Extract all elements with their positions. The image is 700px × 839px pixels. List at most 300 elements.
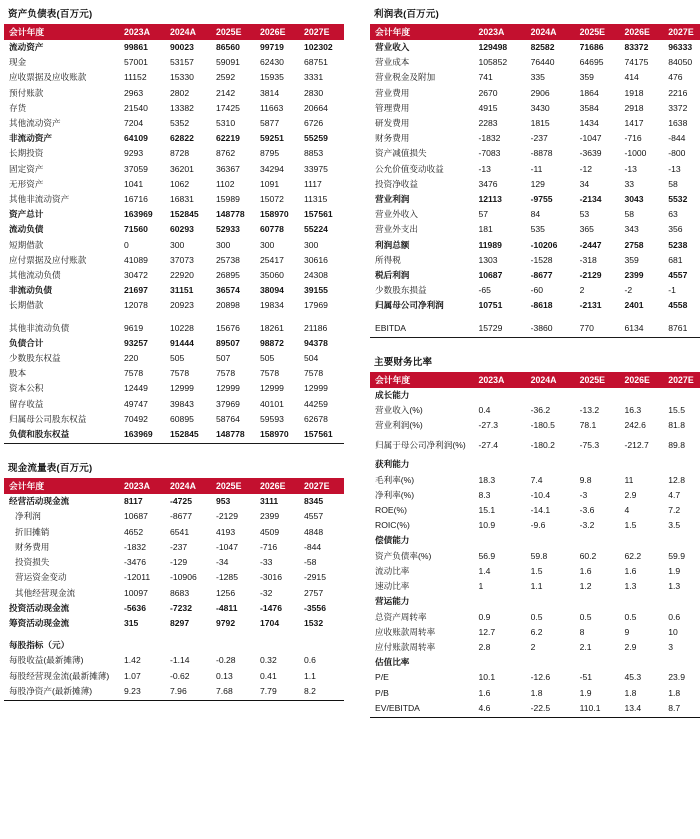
row-value: -7083: [478, 148, 501, 159]
table-row: [4, 222, 344, 237]
row-value: 2.9: [624, 641, 637, 652]
row-label: 流动资产: [9, 42, 44, 52]
row-label: 资产减值损失: [375, 148, 427, 159]
row-value: 15072: [260, 194, 284, 205]
row-value: 152845: [170, 429, 199, 440]
row-value: -1047: [579, 133, 602, 144]
row-value: 1303: [478, 254, 498, 265]
ratios-body: [370, 388, 700, 716]
row-label: 存货: [9, 102, 27, 113]
row-value: -3556: [304, 602, 326, 613]
row-label: ROIC(%): [375, 520, 410, 531]
table-row: [370, 146, 700, 161]
row-value: 0.6: [668, 611, 681, 622]
row-value: 84050: [668, 57, 693, 68]
row-value: -27.4: [478, 439, 499, 450]
row-value: 1102: [216, 178, 235, 189]
row-value: -2: [624, 285, 633, 296]
row-value: 62678: [304, 413, 328, 424]
row-label: 研发费用: [375, 118, 410, 129]
row-value: 21540: [124, 102, 148, 113]
row-value: 1.2: [579, 581, 592, 592]
row-value: 16.3: [624, 405, 642, 416]
col-header-2025e: 2025E: [216, 478, 260, 494]
row-value: 37059: [124, 163, 148, 174]
row-value: [624, 533, 668, 548]
row-value: 1815: [530, 118, 550, 129]
row-value: 15729: [478, 322, 503, 333]
row-label: 营业税金及附加: [375, 72, 436, 83]
row-value: 2906: [530, 87, 550, 98]
row-value: 1.3: [668, 581, 681, 592]
table-row: [370, 298, 700, 313]
row-value: 37969: [216, 398, 240, 409]
row-value: 4.7: [668, 489, 681, 500]
balance-sheet-title: 资产负债表(百万元): [8, 9, 93, 20]
col-header-year: 会计年度: [370, 24, 478, 40]
row-value: [531, 314, 580, 321]
row-value: [124, 638, 170, 653]
row-value: 60293: [170, 224, 194, 235]
row-value: -1476: [260, 602, 282, 613]
col-header-2027e: 2027E: [304, 478, 344, 494]
row-value: 3111: [260, 496, 279, 507]
row-value: 3372: [668, 102, 688, 113]
table-header-row: [370, 24, 700, 40]
row-value: 1.4: [478, 565, 491, 576]
row-value: 3476: [478, 178, 498, 189]
row-value: 19834: [260, 300, 284, 311]
row-label: 其他非流动负债: [9, 322, 70, 333]
row-value: [624, 457, 668, 472]
table-header-row: [4, 478, 344, 494]
row-value: 12113: [478, 194, 502, 205]
row-value: -212.7: [624, 439, 649, 450]
row-value: 7204: [124, 118, 144, 129]
row-value: 38094: [260, 285, 284, 296]
row-value: 1062: [170, 178, 190, 189]
table-row: [4, 653, 344, 668]
row-label: 营业外支出: [375, 224, 418, 235]
row-value: 7.2: [668, 505, 681, 516]
row-label: 应付票据及应付账款: [9, 254, 87, 265]
row-label: 股本: [9, 368, 27, 379]
table-row: [4, 192, 344, 207]
row-value: 83372: [624, 42, 649, 52]
row-value: 300: [170, 239, 185, 250]
balance-sheet-header: [4, 24, 344, 40]
row-value: -34: [216, 557, 229, 568]
col-header-2025e: 2025E: [580, 372, 625, 388]
table-row: [4, 298, 344, 313]
table-row: [4, 525, 344, 540]
table-row: [4, 494, 344, 509]
row-value: 84: [530, 209, 541, 220]
row-label: 营业利润: [375, 194, 410, 205]
row-value: 12999: [216, 383, 240, 394]
row-value: 4193: [216, 526, 236, 537]
row-label: 营业外收入: [375, 209, 418, 220]
row-value: 8345: [304, 496, 324, 507]
row-value: 11989: [478, 239, 502, 250]
row-value: 0.9: [478, 611, 491, 622]
row-label: 资产总计: [9, 209, 44, 220]
table-row: [4, 638, 344, 653]
row-value: 49747: [124, 398, 148, 409]
row-value: 21186: [304, 322, 328, 333]
cash-flow-block: [4, 460, 344, 701]
row-value: 89507: [216, 337, 240, 348]
table-header-row: [4, 24, 344, 40]
row-value: 152845: [170, 209, 199, 220]
row-value: -844: [304, 541, 322, 552]
row-value: 15989: [216, 194, 240, 205]
row-value: -12011: [124, 572, 151, 583]
row-label: [4, 631, 124, 638]
row-value: 59.8: [530, 550, 548, 561]
row-value: 12078: [124, 300, 148, 311]
ratios-table: [370, 372, 700, 716]
row-value: [580, 594, 625, 609]
row-value: 105852: [478, 57, 508, 68]
row-value: 8.2: [304, 685, 316, 696]
row-value: 16716: [124, 194, 148, 205]
row-value: 741: [478, 72, 493, 83]
table-row: [4, 381, 344, 396]
row-value: -51: [579, 672, 593, 683]
row-value: 36201: [170, 163, 194, 174]
row-value: 1041: [124, 178, 144, 189]
row-value: 1.5: [624, 520, 637, 531]
table-row: [4, 509, 344, 524]
row-value: -33: [260, 557, 273, 568]
row-value: 1.8: [668, 687, 681, 698]
table-row: [4, 616, 344, 631]
row-label: 非流动负债: [9, 285, 52, 296]
row-value: 1.8: [530, 687, 543, 698]
table-row: [370, 533, 700, 548]
col-header-2027e: 2027E: [304, 24, 344, 40]
row-label: 获利能力: [375, 459, 410, 470]
table-row: [4, 336, 344, 351]
row-value: 62.2: [624, 550, 642, 561]
row-label: 每股净资产(最新摊薄): [9, 685, 93, 696]
row-value: -2129: [216, 511, 238, 522]
col-header-year: 会计年度: [4, 478, 124, 494]
table-row: [4, 397, 344, 412]
row-value: 10.9: [478, 520, 496, 531]
row-value: 10.1: [478, 672, 496, 683]
row-value: 44259: [304, 398, 328, 409]
row-value: 52933: [216, 224, 240, 235]
row-value: -716: [260, 541, 278, 552]
col-header-2024a: 2024A: [170, 24, 216, 40]
row-value: 315: [124, 617, 139, 628]
row-label: 所得税: [375, 254, 401, 265]
row-value: 2592: [216, 72, 236, 83]
row-value: 3430: [530, 102, 550, 113]
row-value: 7.68: [216, 685, 233, 696]
row-value: -3860: [530, 322, 553, 333]
row-value: [304, 631, 344, 638]
row-value: 25417: [260, 254, 284, 265]
table-row: [370, 55, 700, 70]
row-value: [478, 594, 530, 609]
row-value: 59091: [216, 57, 240, 68]
row-value: 58764: [216, 413, 240, 424]
row-value: [170, 638, 216, 653]
row-value: [216, 631, 260, 638]
row-value: 300: [216, 239, 231, 250]
row-value: [478, 314, 530, 321]
row-label: [4, 314, 124, 321]
row-value: 9: [624, 626, 630, 637]
row-value: 158970: [260, 429, 289, 440]
row-value: [260, 314, 304, 321]
ratios-block: [370, 354, 700, 718]
row-value: 359: [579, 72, 594, 83]
row-value: -5636: [124, 602, 146, 613]
row-value: -3.6: [579, 505, 595, 516]
row-value: 11315: [304, 194, 328, 205]
row-value: 3331: [304, 72, 324, 83]
row-value: [304, 314, 344, 321]
row-label: 营运能力: [375, 596, 410, 607]
col-header-2027e: 2027E: [668, 24, 700, 40]
col-header-2026e: 2026E: [260, 24, 304, 40]
row-value: -1047: [216, 541, 238, 552]
row-label: 负债合计: [9, 337, 44, 348]
row-value: 2757: [304, 587, 324, 598]
col-header-2024a: 2024A: [531, 372, 580, 388]
table-row: [370, 192, 700, 207]
row-value: [304, 638, 344, 653]
row-value: 4652: [124, 526, 144, 537]
row-value: [216, 314, 260, 321]
col-header-2024a: 2024A: [531, 24, 580, 40]
row-value: 34294: [260, 163, 284, 174]
row-value: -13: [668, 163, 681, 174]
row-value: 12.7: [478, 626, 496, 637]
row-value: -9755: [530, 194, 553, 205]
row-value: 8795: [260, 148, 280, 159]
row-value: 35060: [260, 270, 284, 281]
row-value: -237: [170, 541, 188, 552]
row-value: 1.8: [624, 687, 637, 698]
table-row: [4, 253, 344, 268]
row-value: -10206: [530, 239, 558, 250]
table-row: [370, 131, 700, 146]
table-row: [4, 162, 344, 177]
row-value: -318: [579, 254, 597, 265]
col-header-2027e: 2027E: [668, 372, 700, 388]
table-row: [4, 131, 344, 146]
row-value: [668, 457, 700, 472]
row-value: 1532: [304, 617, 324, 628]
row-value: 158970: [260, 209, 289, 220]
row-value: -3639: [579, 148, 602, 159]
row-value: 2.8: [478, 641, 491, 652]
table-row: [370, 418, 700, 433]
row-value: 76440: [530, 57, 555, 68]
row-value: 9619: [124, 322, 144, 333]
row-value: 505: [170, 353, 185, 364]
income-statement-bottom-rule: [370, 337, 700, 338]
row-value: 13382: [170, 102, 194, 113]
row-value: 242.6: [624, 420, 646, 431]
row-value: 5532: [668, 194, 688, 205]
row-value: 33975: [304, 163, 328, 174]
col-header-2023a: 2023A: [478, 24, 530, 40]
row-label: 毛利率(%): [375, 474, 415, 485]
row-value: -180.5: [530, 420, 555, 431]
row-value: 68751: [304, 57, 328, 68]
row-label: 营业收入(%): [375, 405, 423, 416]
row-value: 81.8: [668, 420, 685, 431]
row-label: 营业收入: [375, 42, 410, 52]
row-value: 7578: [170, 368, 190, 379]
row-value: 5238: [668, 239, 688, 250]
row-value: 7.79: [260, 685, 277, 696]
row-value: 39843: [170, 398, 194, 409]
row-value: 1091: [260, 178, 280, 189]
row-value: 9293: [124, 148, 144, 159]
row-value: 58: [668, 178, 678, 189]
row-value: -65: [478, 285, 491, 296]
row-value: -1.14: [170, 655, 190, 666]
row-value: 507: [216, 353, 231, 364]
table-row: [370, 503, 700, 518]
row-label: 营业成本: [375, 57, 410, 68]
row-value: [478, 457, 530, 472]
col-header-2026e: 2026E: [624, 372, 668, 388]
row-value: 7578: [216, 368, 236, 379]
row-value: 4557: [668, 270, 688, 281]
row-value: 1434: [579, 118, 599, 129]
row-value: 59.9: [668, 550, 685, 561]
row-value: 12.8: [668, 474, 685, 485]
row-label: 投资净收益: [375, 178, 418, 189]
row-value: [478, 655, 530, 670]
row-label: 短期借款: [9, 239, 44, 250]
row-value: [124, 631, 170, 638]
table-row: [370, 579, 700, 594]
row-value: 102302: [304, 42, 333, 52]
row-value: 7578: [304, 368, 324, 379]
table-row: [370, 518, 700, 533]
row-value: 1864: [579, 87, 599, 98]
row-label: 管理费用: [375, 102, 410, 113]
row-value: 0.5: [624, 611, 637, 622]
row-value: 163969: [124, 429, 153, 440]
row-label: 资本公积: [9, 383, 44, 394]
row-value: -2131: [579, 300, 602, 311]
row-label: 资产负债率(%): [375, 550, 432, 561]
row-value: 10228: [170, 322, 194, 333]
row-label: 总资产周转率: [375, 611, 427, 622]
table-row: [370, 40, 700, 55]
row-value: [478, 533, 530, 548]
income-statement-body: [370, 40, 700, 336]
row-value: 4.6: [478, 702, 491, 713]
table-row: [4, 412, 344, 427]
row-value: 0.13: [216, 670, 233, 681]
row-value: -129: [170, 557, 188, 568]
col-header-2023a: 2023A: [124, 24, 170, 40]
row-value: 2.9: [624, 489, 637, 500]
row-label: EV/EBITDA: [375, 702, 420, 713]
row-value: 10751: [478, 300, 503, 311]
row-value: 13.4: [624, 702, 642, 713]
row-label: 每股收益(最新摊薄): [9, 655, 84, 666]
row-value: -2129: [579, 270, 602, 281]
row-value: 12999: [304, 383, 328, 394]
row-value: 359: [624, 254, 639, 265]
row-value: 1117: [304, 178, 322, 189]
row-value: [668, 594, 700, 609]
row-label: 税后利润: [375, 270, 410, 281]
row-value: 8.3: [478, 489, 491, 500]
row-value: 365: [579, 224, 594, 235]
row-value: 7.4: [530, 474, 543, 485]
row-value: 2142: [216, 87, 236, 98]
row-value: -13.2: [579, 405, 600, 416]
row-value: 2401: [624, 300, 644, 311]
row-value: 12999: [170, 383, 194, 394]
table-row: [4, 570, 344, 585]
row-value: 53: [579, 209, 590, 220]
row-value: 1.07: [124, 670, 141, 681]
row-label: 投资活动现金流: [9, 602, 70, 613]
row-value: [531, 533, 580, 548]
row-value: 181: [478, 224, 493, 235]
table-row: [370, 610, 700, 625]
row-value: -1000: [624, 148, 647, 159]
row-value: 0.4: [478, 405, 491, 416]
table-row: [4, 631, 344, 638]
table-row: [370, 222, 700, 237]
table-row: [370, 640, 700, 655]
row-label: 净利润: [15, 511, 41, 522]
table-row: [4, 555, 344, 570]
row-value: 1.1: [530, 581, 543, 592]
row-value: -1528: [530, 254, 553, 265]
row-value: [260, 638, 304, 653]
row-value: 6726: [304, 118, 324, 129]
row-value: 9.23: [124, 685, 141, 696]
row-label: P/E: [375, 672, 389, 683]
row-value: 8853: [304, 148, 324, 159]
row-value: 8762: [216, 148, 236, 159]
row-value: 18261: [260, 322, 284, 333]
row-value: 57001: [124, 57, 148, 68]
row-value: -8878: [530, 148, 553, 159]
col-header-2026e: 2026E: [260, 478, 304, 494]
row-value: 89.8: [668, 439, 685, 450]
table-row: [4, 146, 344, 161]
row-value: 1.1: [304, 670, 316, 681]
row-value: 74175: [624, 57, 649, 68]
cash-flow-table: [4, 478, 344, 699]
row-label: 其他流动资产: [9, 118, 61, 129]
table-row: [4, 586, 344, 601]
row-label: 速动比率: [375, 581, 410, 592]
row-value: 99861: [124, 42, 148, 52]
row-value: 60.2: [579, 550, 597, 561]
row-label: 无形资产: [9, 178, 44, 189]
row-value: 770: [579, 322, 594, 333]
balance-sheet-table: [4, 24, 344, 442]
